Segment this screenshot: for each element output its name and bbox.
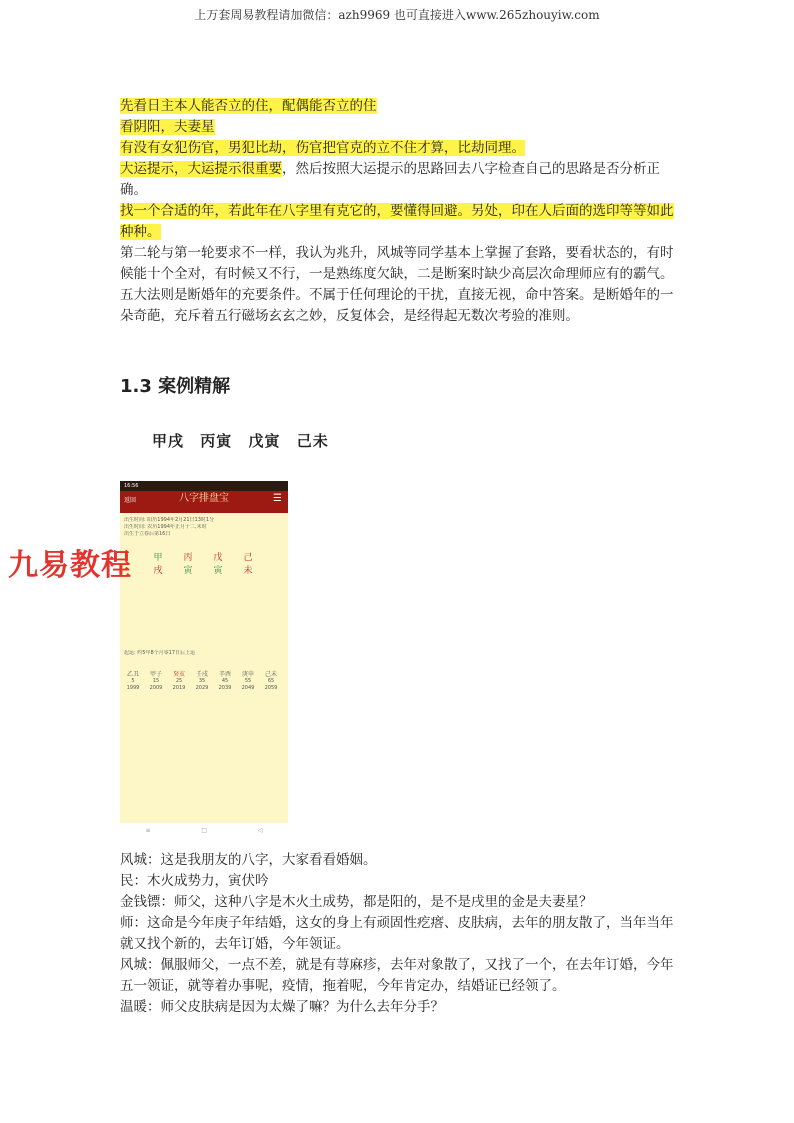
dayun-age: 65 — [267, 678, 275, 684]
stem: 己 — [243, 553, 253, 563]
dialog-line: 民：木火成势力，寅伏吟 — [120, 873, 269, 889]
nav-home-icon: □ — [201, 826, 208, 834]
app-title: 八字排盘宝 — [179, 493, 229, 504]
dialog-line: 温暖：师父皮肤病是因为太燥了嘛？为什么去年分手？ — [120, 999, 444, 1015]
dayun-cell: 辛酉 — [218, 671, 231, 678]
phone-branches — [120, 565, 288, 578]
dayun-age: 55 — [244, 678, 252, 684]
branch: 戌 — [153, 566, 163, 576]
dayun-year: 2059 — [264, 685, 278, 691]
dayun-year: 2019 — [172, 685, 186, 691]
section-title: 1.3 案例精解 — [120, 376, 231, 397]
phone-screenshot — [120, 481, 288, 837]
branch: 寅 — [213, 566, 223, 576]
dayun-age: 35 — [198, 678, 206, 684]
dayun-ganzhi — [120, 671, 288, 678]
info-line-2: 出生时间: 农历1994年正月十二,未时 — [124, 524, 207, 530]
back-button: 返回 — [124, 497, 137, 504]
paragraph-7: 五大法则是断婚年的充要条件。不属于任何理论的干扰，直接无视，命中答案。是断婚年的一朵奇葩，充斥着五行磁场玄玄之妙，反复体会，是经得起无数次考验的准则。 — [120, 287, 674, 324]
pillar-hour: 己未 — [296, 432, 329, 450]
dayun-cell: 壬戌 — [195, 671, 208, 678]
highlight-line-4: 大运提示，大运提示很重要 — [120, 161, 282, 177]
dayun-cell: 乙丑 — [126, 671, 139, 678]
nav-menu-icon: ≡ — [145, 826, 151, 834]
header-note: 上万套周易教程请加微信：azh9969 也可直接进入www.265zhouyiw.com — [194, 8, 600, 22]
status-bar: 16:56 — [120, 481, 288, 491]
bazi-pillars — [152, 430, 339, 451]
luck-start: 起运: 约5年8个月零17日后上运 — [124, 650, 195, 656]
phone-navbar — [120, 823, 288, 837]
dayun-cell: 甲子 — [149, 671, 162, 678]
app-titlebar — [120, 491, 288, 513]
dayun-age: 25 — [175, 678, 183, 684]
dayun-age: 15 — [152, 678, 160, 684]
nav-back-icon: ◁ — [257, 826, 263, 834]
dialog-text — [120, 850, 675, 1018]
dayun-cell: 癸亥 — [172, 671, 185, 678]
dayun-age: 5 — [131, 678, 135, 684]
phone-stems — [120, 552, 288, 565]
dayun-year: 2029 — [195, 685, 209, 691]
dayun-cell: 庚申 — [241, 671, 254, 678]
line-4-rest: ，然后按照大运提示的思路回去八字检查自己的思路是否分析正确。 — [120, 161, 660, 198]
dayun-years — [120, 685, 288, 692]
pillar-year: 甲戌 — [152, 432, 185, 450]
branch: 未 — [243, 566, 253, 576]
dayun-year: 2049 — [241, 685, 255, 691]
pillar-month: 丙寅 — [200, 432, 233, 450]
dayun-year: 1999 — [126, 685, 140, 691]
dialog-line: 风城：这是我朋友的八字，大家看看婚姻。 — [120, 852, 377, 868]
dialog-line: 金钱镖：师父，这种八字是木火土成势，都是阳的，是不是戌里的金是夫妻星？ — [120, 894, 593, 910]
info-line-3: 出生于立春后第16日 — [124, 531, 171, 537]
dialog-line: 师：这命是今年庚子年结婚，这女的身上有顽固性疙瘩、皮肤病，去年的朋友散了，当年当年就又找个新的，去年订婚，今年领证。 — [120, 915, 674, 952]
stem: 丙 — [183, 553, 193, 563]
dayun-age: 45 — [221, 678, 229, 684]
highlight-line-2: 看阴阳，夫妻星 — [120, 119, 215, 135]
pillar-day: 戊寅 — [248, 432, 281, 450]
highlight-line-3: 有没有女犯伤官，男犯比劫，伤官把官克的立不住才算，比劫同理。 — [120, 140, 525, 156]
stem: 戊 — [213, 553, 223, 563]
branch: 寅 — [183, 566, 193, 576]
dayun-ages — [120, 678, 288, 685]
highlight-line-5: 找一个合适的年，若此年在八字里有克它的，要懂得回避。另处，印在人后面的选印等等如此种种。 — [120, 203, 674, 240]
info-line-1: 出生时间: 阳历1994年2月21日13时1分 — [124, 517, 215, 523]
stem: 甲 — [153, 553, 163, 563]
paragraph-6: 第二轮与第一轮要求不一样，我认为兆升，风城等同学基本上掌握了套路，要看状态的，有时候能十个全对，有时候又不行，一是熟练度欠缺，二是断案时缺少高层次命理师应有的霸气。 — [120, 245, 674, 282]
dayun-year: 2009 — [149, 685, 163, 691]
menu-icon: ☰ — [273, 493, 282, 504]
intro-text — [120, 96, 675, 327]
dayun-cell: 己未 — [264, 671, 277, 678]
dialog-line: 风城：佩服师父，一点不差，就是有荨麻疹，去年对象散了，又找了一个，在去年订婚，今年五一领证，就等着办事呢，疫情，拖着呢，今年肯定办，结婚证已经领了。 — [120, 957, 674, 994]
highlight-line-1: 先看日主本人能否立的住，配偶能否立的住 — [120, 98, 377, 114]
watermark-logo: 九易教程 — [8, 548, 132, 583]
dayun-year: 2039 — [218, 685, 232, 691]
